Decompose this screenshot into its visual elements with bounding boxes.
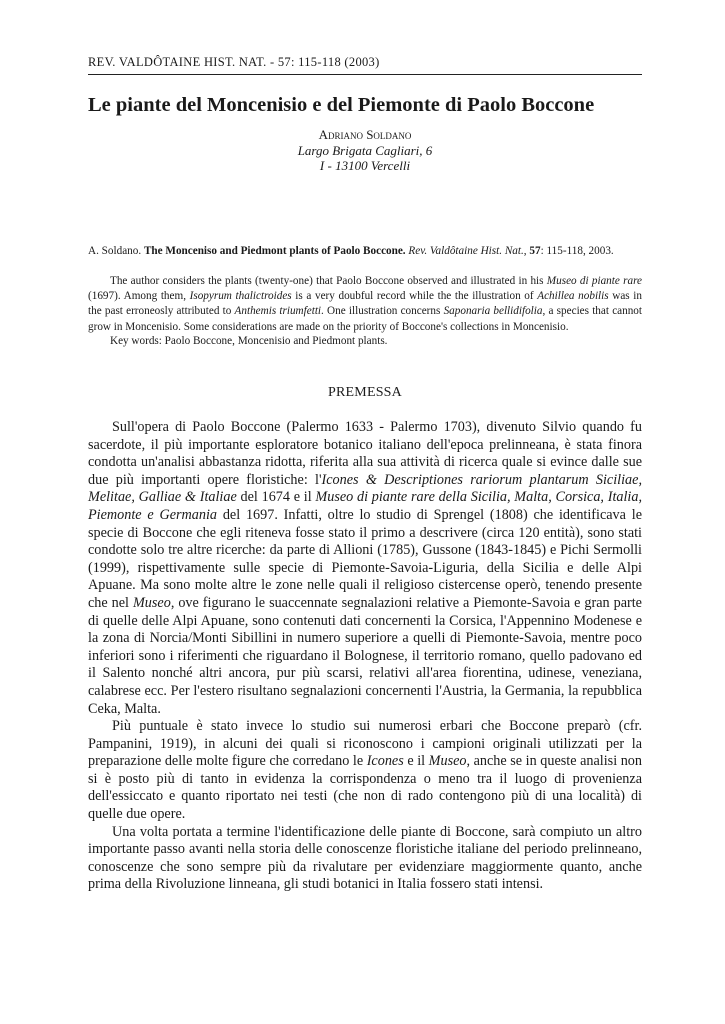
author-block bbox=[88, 127, 642, 174]
citation-volume: 57 bbox=[529, 245, 541, 257]
author-address-line1: Largo Brigata Cagliari, 6 bbox=[297, 142, 433, 158]
citation-title: The Monceniso and Piedmont plants of Paolo Boccone. bbox=[143, 245, 406, 257]
paragraph-text: Più puntuale è stato invece lo studio sui numerosi erbari che Boccone preparò (cfr. Pampanini, 1919), in alcuni dei quali si riconoscono i campioni originali utilizzati per la preparazione delle molte figure che corredano le bbox=[88, 718, 642, 770]
abstract-italic: Saponaria bellidifolia bbox=[443, 305, 543, 318]
paragraph-text: Sull'opera di Paolo Boccone (Palermo 1633 - Palermo 1703), divenuto Silvio quando fu sacerdote, il più importante esploratore botanico italiano dell'epoca prelinneana, è stata finora condotta un'analisi abbastanza ridotta, riferita alla sua attività di ricerca quale si evince dalle sue due più importanti opere floristiche: l' bbox=[88, 419, 642, 488]
paragraph-text: Una volta portata a termine l'identificazione delle piante di Boccone, sarà compiuto un altro importante passo avanti nella storia delle conoscenze floristiche italiane del periodo prelinneano, conoscenze che sono sempre più da rivalutare per evidenziare maggiormente quanto, anche prima della Rivoluzione linneana, gli studi botanici in Italia fossero stati intensi. bbox=[88, 823, 642, 893]
keywords: Key words: Paolo Boccone, Moncenisio and Piedmont plants. bbox=[110, 335, 388, 347]
abstract-text: , a species that cannot grow in Moncenisio. Some considerations are made on the priority of Boccone's collections in Moncenisio. bbox=[88, 305, 643, 333]
paragraph-text: del 1674 e il bbox=[236, 489, 316, 506]
abstract-text: . One illustration concerns bbox=[321, 305, 444, 318]
paragraph-italic: Museo bbox=[132, 594, 171, 611]
abstract bbox=[88, 274, 642, 335]
paragraph-text: e il bbox=[403, 753, 429, 770]
citation-pages: : 115-118, 2003. bbox=[540, 245, 614, 257]
paragraph-italic: Icones bbox=[366, 753, 404, 770]
paragraph-1 bbox=[88, 419, 642, 718]
paragraph-italic: Icones & Descriptiones rariorum plantarum Siciliae, Melitae, Galliae & Italiae bbox=[88, 471, 642, 506]
abstract-italic: Anthemis triumfetti bbox=[234, 305, 322, 318]
citation: A. Soldano. The Monceniso and Piedmont plants of Paolo Boccone. Rev. Valdôtaine Hist. Nat., 57: 115-118, 2003. bbox=[88, 245, 614, 257]
author-address-line2: I - 13100 Vercelli bbox=[319, 158, 411, 173]
journal-line: REV. VALDÔTAINE HIST. NAT. - 57: 115-118 (2003) bbox=[88, 55, 380, 69]
paragraph-2 bbox=[88, 718, 642, 824]
paragraph-text: del 1697. Infatti, oltre lo studio di Sprengel (1808) che identificava le specie di Boccone che egli riteneva fosse stato il primo a descrivere (circa 120 entità), sono stati condotte solo tre altre ricerche: da parte di Allioni (1785), Gussone (1843-1845) e Pichi Sermolli (1999), rispettivamente sulle specie di Piemonte-Savoia-Liguria, della Sicilia e delle Alpi Apuane. Ma sono molte altre le zone nelle quali il religioso cistercense operò, tenendo presente che nel bbox=[88, 506, 642, 611]
author-name: Adriano Soldano bbox=[318, 127, 412, 142]
abstract-italic: Museo di piante rare bbox=[546, 275, 642, 287]
journal-header bbox=[88, 55, 642, 75]
abstract-text: is a very doubful record while the the illustration of bbox=[291, 290, 538, 303]
abstract-text: (1697). Among them, bbox=[88, 290, 190, 303]
paragraph-text: , anche se in queste analisi non si è posto più di tanto in evidenza la corrispondenza o meno tra il luogo di provenienza dell'essiccato e quanto riportato nei testi (che non di rado contengono più di una località) di quelle due opere. bbox=[88, 753, 642, 823]
article-title: Le piante del Moncenisio e del Piemonte di Paolo Boccone bbox=[88, 94, 595, 116]
paragraph-italic: Museo di piante rare della Sicilia, Malta, Corsica, Italia, Piemonte e Germania bbox=[88, 489, 642, 523]
body-text bbox=[88, 419, 642, 894]
paragraph-text: , ove figurano le suaccennate segnalazioni relative a Piemonte-Savoia e gran parte di quelle delle Alpi Apuane, sono contenuti dati concernenti la Corsica, l'Appennino Modenese e la zona di Norcia/Monti Sibillini in numero superiore a quelli di Piemonte-Savoia, mentre poco inferiori sono i riferimenti che riguardano il Bolognese, il territorio romano, quello padovano ed il Salento nonché altri ancora, pur più scarsi, relativi all'area fiorentina, udinese, veneziana, calabrese ecc. Per l'estero risultano segnalazioni concernenti l'Austria, la Germania, la repubblica Ceka, Malta. bbox=[88, 594, 642, 717]
abstract-italic: Achillea nobilis bbox=[537, 290, 609, 303]
paragraph-3 bbox=[88, 824, 642, 894]
abstract-text: The author considers the plants (twenty-one) that Paolo Boccone observed and illustrated in his bbox=[110, 275, 547, 287]
abstract-italic: Isopyrum thalictroides bbox=[189, 290, 292, 303]
citation-author: A. Soldano. bbox=[88, 245, 142, 257]
abstract-text: was in the past erroneosly attributed to bbox=[88, 290, 642, 318]
section-title: PREMESSA bbox=[328, 385, 402, 400]
citation-journal: Rev. Valdôtaine Hist. Nat. bbox=[408, 245, 524, 257]
paragraph-italic: Museo bbox=[428, 753, 467, 770]
